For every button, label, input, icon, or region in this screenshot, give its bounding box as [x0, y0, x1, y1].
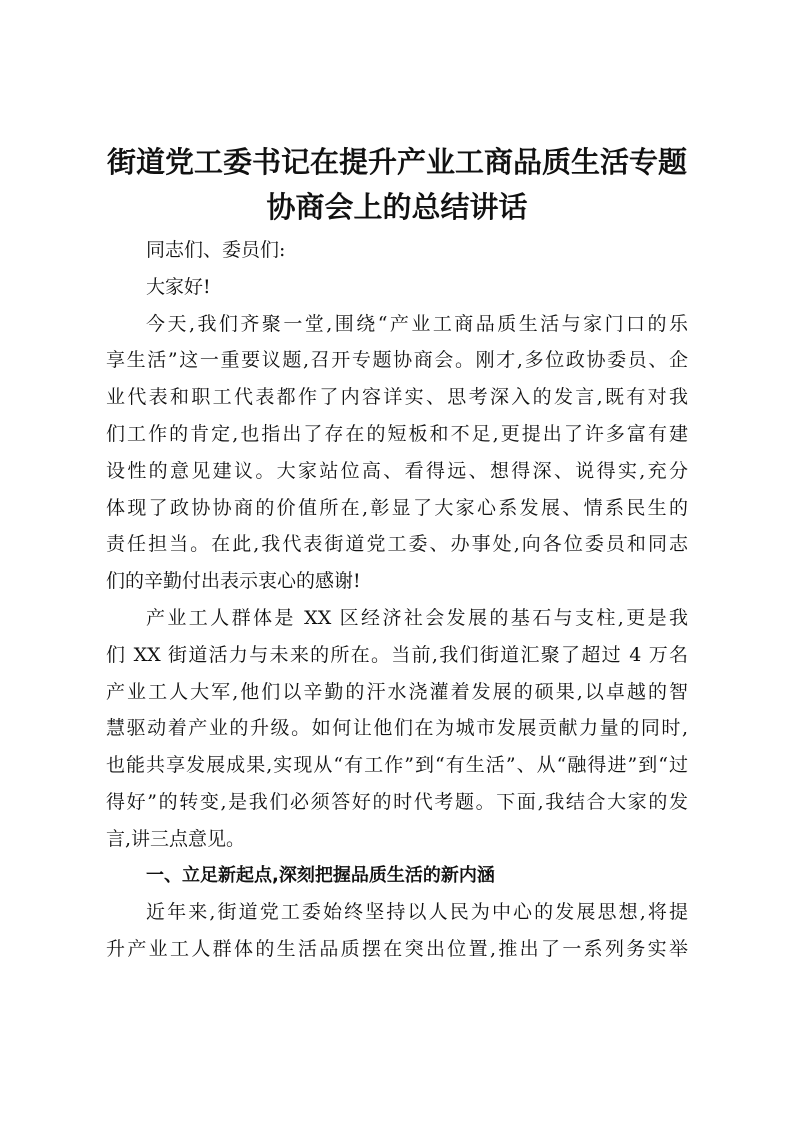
text-line: 享生活”这一重要议题,召开专题协商会。刚才,多位政协委员、企	[106, 349, 688, 372]
paragraph-section-1	[106, 894, 688, 968]
section-heading	[106, 858, 688, 895]
text-line: 升产业工人群体的生活品质摆在突出位置,推出了一系列务实举	[106, 938, 688, 961]
text-line: 近年来,街道党工委始终坚持以人民为中心的发展思想,将提	[146, 901, 688, 924]
section-1-heading: 一、立足新起点,深刻把握品质生活的新内涵	[146, 864, 495, 886]
text-line: 言,讲三点意见。	[106, 827, 246, 850]
title-line: 街道党工委书记在提升产业工商品质生活专题	[106, 145, 687, 179]
paragraph-workers	[106, 600, 688, 858]
text-line: 设性的意见建议。大家站位高、看得远、想得深、说得实,充分	[106, 459, 688, 482]
text-line: 产业工人大军,他们以辛勤的汗水浇灌着发展的硕果,以卓越的智	[106, 680, 688, 703]
text-line: 慧驱动着产业的升级。如何让他们在为城市发展贡献力量的同时,	[106, 717, 688, 740]
document-page	[106, 140, 688, 968]
document-body	[106, 232, 688, 968]
title-line: 协商会上的总结讲话	[266, 190, 528, 224]
text-line: 们 XX 街道活力与未来的所在。当前,我们街道汇聚了超过 4 万名	[106, 643, 688, 666]
text-line: 们工作的肯定,也指出了存在的短板和不足,更提出了许多富有建	[106, 422, 688, 445]
greeting	[106, 269, 688, 306]
text-line: 业代表和职工代表都作了内容详实、思考深入的发言,既有对我	[106, 386, 688, 409]
text-line: 体现了政协协商的价值所在,彰显了大家心系发展、情系民生的	[106, 496, 688, 519]
document-title	[106, 140, 688, 230]
text-line: 今天,我们齐聚一堂,围绕“产业工商品质生活与家门口的乐	[146, 312, 688, 335]
salutation-line: 同志们、委员们:	[146, 239, 286, 261]
text-line: 责任担当。在此,我代表街道党工委、办事处,向各位委员和同志	[106, 533, 688, 556]
salutation	[106, 232, 688, 269]
paragraph-opening	[106, 306, 688, 600]
greeting-line: 大家好!	[146, 275, 211, 298]
text-line: 们的辛勤付出表示衷心的感谢!	[106, 570, 361, 593]
text-line: 产业工人群体是 XX 区经济社会发展的基石与支柱,更是我	[146, 606, 688, 629]
text-line: 得好”的转变,是我们必须答好的时代考题。下面,我结合大家的发	[106, 790, 688, 813]
text-line: 也能共享发展成果,实现从“有工作”到“有生活”、从“融得进”到“过	[106, 754, 688, 777]
